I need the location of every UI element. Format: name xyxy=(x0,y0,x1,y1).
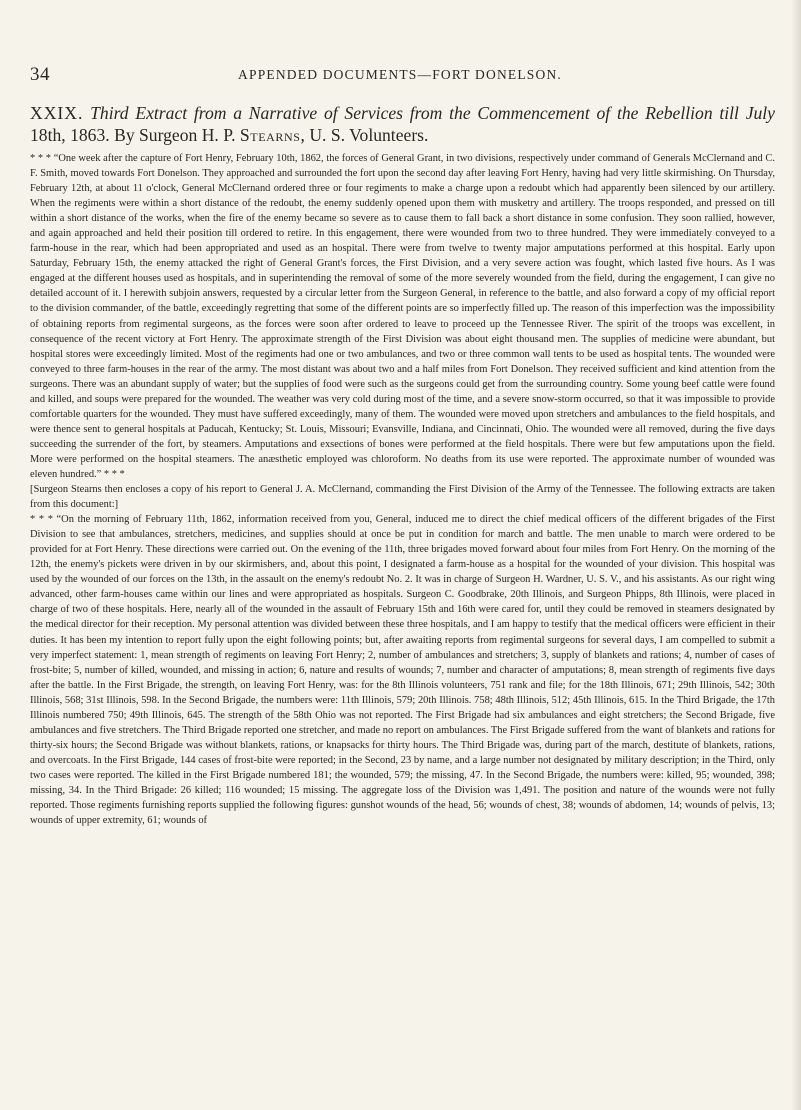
body-text xyxy=(30,151,775,828)
page-number: 34 xyxy=(30,64,50,85)
paragraph-narrative: * * * “One week after the capture of Fort Henry, February 10th, 1862, the forces of General Grant, in two divisions, respectively under command of Generals McClernand and C. F. Smith, moved towards Fort Donelson. They approached and surrounded the fort upon the second day after leaving Fort Henry, having had very little skirmishing. On Thursday, February 12th, at about 11 o'clock, General McClernand ordered three or four regiments to make a charge upon a redoubt which had apparently been silenced by our artillery. When the regiments were within a short distance of the redoubt, the enemy suddenly opened upon them with musketry and artillery. The troops responded, and pressed on till within a short distance of the works, when the fire of the enemy became so severe as to cause them to fall back a short distance in some confusion. They soon rallied, however, and again approached and held their position till ordered to retire. In this engagement, there were wounded from two to three hundred. They were immediately conveyed to a farm-house in the rear, which had been appropriated and used as an hospital. There were from twelve to twenty major amputations performed at this hospital. Early upon Saturday, February 15th, the enemy attacked the right of General Grant's forces, the First Division, and a very severe action was fought, which lasted five hours. As I was engaged at the different houses used as hospitals, and in superintending the removal of some of the more severely wounded from the field, during the engagement, I can give no detailed account of it. I herewith subjoin answers, requested by a circular letter from the Surgeon General, in reference to the battle, and also forward a copy of my official report to the division commander, of the battle, exceedingly regretting that some of the different points are so imperfectly filled up. The reason of this imperfection was the impossibility of obtaining reports from regimental surgeons, as the forces were soon after ordered to leave to proceed up the Tennessee River. The spirit of the troops was excellent, in consequence of the recent victory at Fort Henry. The approximate strength of the First Division was about eight thousand men. The supplies of medicine were abundant, but hospital stores were exceedingly limited. Most of the regiments had one or two ambulances, and two or three common wall tents to be used as hospital tents. The wounded were conveyed to three farm-houses in the rear of the army. The most distant was about two and a half miles from Fort Donelson. They received sufficient and kind attention from the surgeons. There was an abundant supply of water; but the supplies of food were such as the surgeons could get from the surrounding country. Some young beef cattle were found and killed, and soups were prepared for the wounded. The weather was very cold during most of the time, and a severe snow-storm occurred, so that it was impossible to provide comfortable quarters for the wounded. They must have suffered exceedingly, many of them. The wounded were moved upon stretchers and ambulances to the field hospitals, and were thence sent to general hospitals at Paducah, Kentucky; St. Louis, Missouri; Evansville, Indiana, and Cincinnati, Ohio. The wounded were all removed, during the five days succeeding the surrender of the fort, by steamers. Amputations and exsections of bones were performed at the field hospitals. There were but few amputations upon the field. More were performed on the hospital steamers. The anæsthetic employed was chloroform. No deaths from its use were reported. The approximate number of wounded was eleven hundred.” * * * xyxy=(30,153,775,480)
title-italic: Third Extract from a Narrative of Services from the Commencement of the Rebellion till July xyxy=(90,103,775,123)
title-author-prefix: By Surgeon H. P. xyxy=(114,125,236,145)
title-author-name: Stearns xyxy=(239,125,301,145)
page-edge-shadow xyxy=(791,0,801,1110)
paragraph-report: * * * “On the morning of February 11th, 1862, information received from you, General, induced me to direct the chief medical officers of the different brigades of the First Division to see that ambulances, stretchers, medicines, and supplies should at once be put in condition for march and battle. The men unable to march were ordered to be provided for at Fort Henry. These directions were carried out. On the evening of the 11th, three brigades moved forward about four miles from Fort Henry. On the morning of the 12th, the enemy's pickets were driven in by our skirmishers, and, about this point, I designated a farm-house as a hospital for the wounded of your division. This hospital was used by the wounded of our forces on the 13th, in the assault on the enemy's redoubt No. 2. It was in charge of Surgeon H. Wardner, U. S. V., and his assistants. As our right wing advanced, other farm-houses came within our lines and were appropriated as hospitals. Surgeon C. Goodbrake, 20th Illinois, and Surgeon Phipps, 8th Illinois, were placed in charge of two of these hospitals. Here, nearly all of the wounded in the assault of February 15th and 16th were cared for, until they could be removed in steamers designated by the medical director for their reception. My personal attention was divided between these three hospitals, and I am happy to testify that the medical officers were efficient in their duties. It has been my intention to report fully upon the eight following points; but, after awaiting reports from regimental surgeons for several days, I am compelled to submit a very imperfect statement: 1, mean strength of regiments on leaving Fort Henry; 2, number of ambulances and stretchers; 3, supply of blankets and rations; 4, number of cases of frost-bite; 5, number of killed, wounded, and missing in action; 6, nature and results of wounds; 7, number and character of amputations; 8, mean strength of regiments five days after the battle. In the First Brigade, the strength, on leaving Fort Henry, was: for the 8th Illinois volunteers, 751 rank and file; for the 18th Illinois, 671; 29th Illinois, 542; 30th Illinois, 568; 31st Illinois, 598. In the Second Brigade, the numbers were: 11th Illinois, 579; 20th Illinois. 758; 48th Illinois, 512; 45th Illinois, 615. In the Third Brigade, the 17th Illinois numbered 750; 49th Illinois, 645. The strength of the 58th Ohio was not reported. The First Brigade had six ambulances and eight stretchers; the Second Brigade, five ambulances and five stretchers. The Third Brigade reported one stretcher, and made no report on ambulances. The First Brigade suffered from the want of blankets and rations for thirty-six hours; the Second Brigade was without blankets, rations, or knapsacks for thirty hours. The Third Brigade was, during part of the march, destitute of blankets, rations, and overcoats. In the First Brigade, 144 cases of frost-bite were reported; in the Second, 23 by name, and a large number not designated by military description; in the Third, only two cases were reported. The killed in the First Brigade numbered 181; the wounded, 579; the missing, 47. In the Second Brigade, the numbers were: killed, 95; wounded, 398; missing, 34. In the Third Brigade: 26 killed; 116 wounded; 15 missing. The aggregate loss of the Division was 1,491. The position and nature of the wounds were not fully reported. Those regiments furnishing reports supplied the following figures: gunshot wounds of the head, 56; wounds of chest, 38; wounds of abdomen, 14; wounds of pelvis, 13; wounds of upper extremity, 61; wounds of xyxy=(30,514,775,827)
title-numeral: XXIX. xyxy=(30,103,84,123)
title-author-suffix: , U. S. Volunteers. xyxy=(300,125,429,145)
paragraph-editorial-note: [Surgeon Stearns then encloses a copy of his report to General J. A. McClernand, commanding the First Division of the Army of the Tennessee. The following extracts are taken from this document:] xyxy=(30,484,775,511)
title-date: 18th, 1863. xyxy=(30,125,110,145)
running-head: APPENDED DOCUMENTS—FORT DONELSON. xyxy=(238,67,562,82)
document-title xyxy=(30,102,775,146)
page-header xyxy=(30,64,770,90)
